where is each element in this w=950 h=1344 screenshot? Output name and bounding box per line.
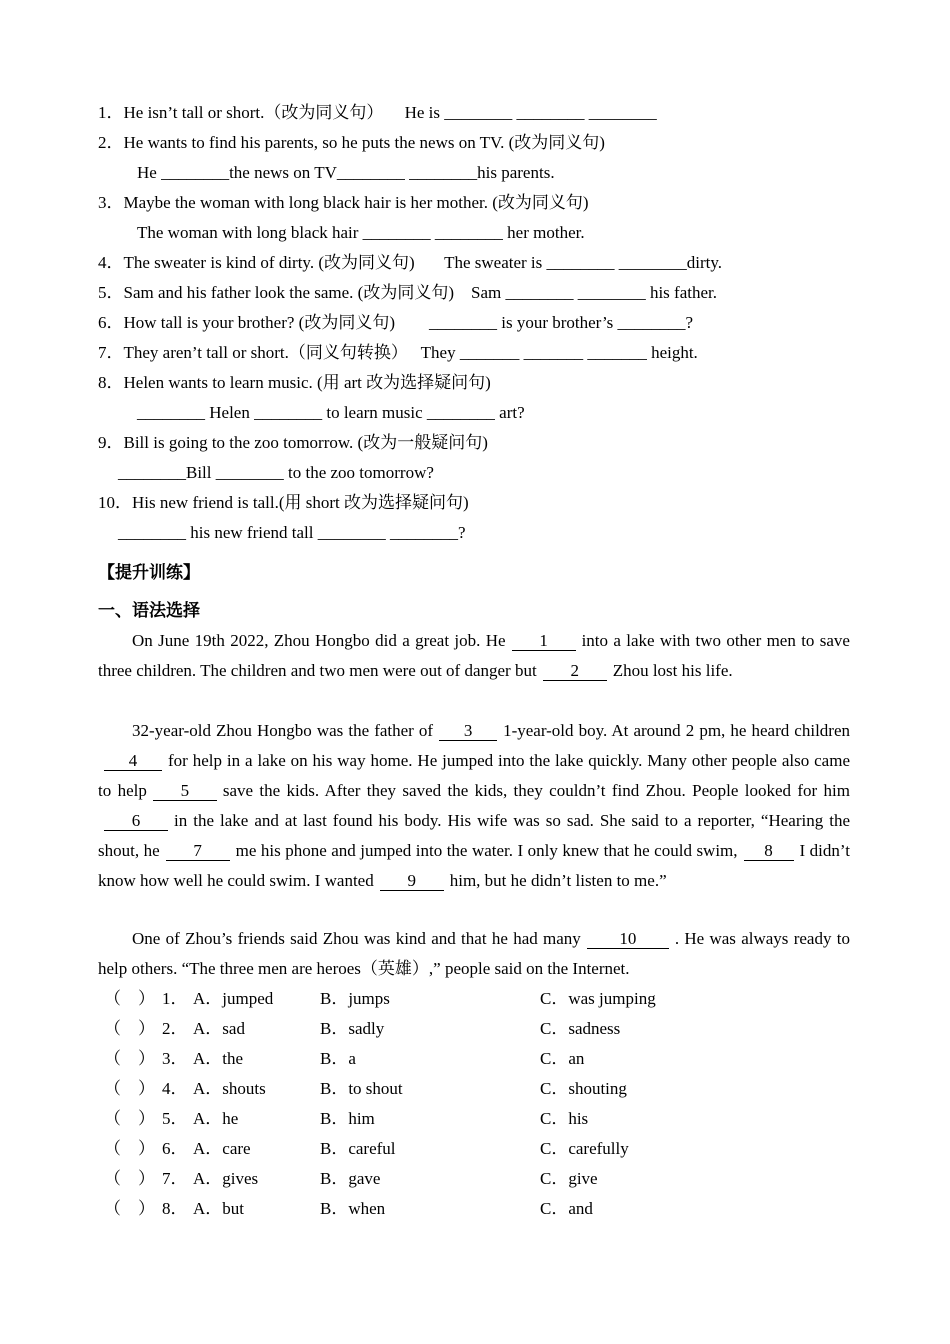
blank-1: 1 xyxy=(512,632,576,651)
exercise-line-8-answer: ________ Helen ________ to learn music ________ art? xyxy=(137,403,525,422)
option-c: C．was jumping xyxy=(540,989,656,1008)
option-b: B．gave xyxy=(320,1169,381,1188)
option-b: B．to shout xyxy=(320,1079,403,1098)
option-c: C．give xyxy=(540,1169,598,1188)
passage-text: him, but he didn’t listen to me.” xyxy=(449,871,667,890)
passage-text: I didn’t know how well he could swim. I wanted xyxy=(98,841,850,890)
passage-text: On June 19th 2022, Zhou Hongbo did a great job. He xyxy=(132,631,506,650)
passage-text: me his phone and jumped into the water. I only knew that he could swim, xyxy=(235,841,738,860)
exercise-line-10-answer: ________ his new friend tall ________ ________? xyxy=(118,523,466,542)
exercise-line-7: 7．They aren’t tall or short.（同义句转换） They _______ _______ _______ height. xyxy=(98,343,698,362)
answer-paren[interactable]: （ ） xyxy=(104,1139,155,1158)
passage-text: into a lake with two other men to save three children. The children and two men were out of danger but xyxy=(98,631,850,680)
answer-paren[interactable]: （ ） xyxy=(104,1169,155,1188)
option-c: C．his xyxy=(540,1109,589,1128)
option-b: B．jumps xyxy=(320,989,390,1008)
option-a: A．gives xyxy=(193,1169,259,1188)
option-c: C．and xyxy=(540,1199,593,1218)
blank-2: 2 xyxy=(543,662,607,681)
question-number: 5． xyxy=(162,1109,188,1128)
option-b: B．careful xyxy=(320,1139,396,1158)
exercise-line-9: 9．Bill is going to the zoo tomorrow. (改为一般疑问句) xyxy=(98,433,488,452)
passage-text: in the lake and at last found his body. His wife was so sad. She said to a reporter, “Hearing the shout, he xyxy=(98,811,850,860)
answer-paren[interactable]: （ ） xyxy=(104,1199,155,1218)
exercise-line-6: 6．How tall is your brother? (改为同义句) ________ is your brother’s ________? xyxy=(98,313,694,332)
question-number: 4． xyxy=(162,1079,188,1098)
option-b: B．when xyxy=(320,1199,386,1218)
blank-7: 7 xyxy=(166,842,230,861)
blank-8: 8 xyxy=(744,842,794,861)
option-c: C．carefully xyxy=(540,1139,629,1158)
passage-text: for help in a lake on his way home. He jumped into the lake quickly. Many other people also came to help xyxy=(98,751,850,800)
option-a: A．sad xyxy=(193,1019,245,1038)
exercise-line-8: 8．Helen wants to learn music. (用 art 改为选择疑问句) xyxy=(98,373,491,392)
passage-text: 1-year-old boy. At around 2 pm, he heard children xyxy=(503,721,851,740)
question-number: 3． xyxy=(162,1049,188,1068)
exercise-line-4: 4．The sweater is kind of dirty. (改为同义句) The sweater is ________ ________dirty. xyxy=(98,253,723,272)
option-c: C．an xyxy=(540,1049,585,1068)
question-number: 8． xyxy=(162,1199,188,1218)
answer-paren[interactable]: （ ） xyxy=(104,1109,155,1128)
blank-4: 4 xyxy=(104,752,162,771)
exercise-line-5: 5．Sam and his father look the same. (改为同义句) Sam ________ ________ his father. xyxy=(98,283,717,302)
blank-3: 3 xyxy=(439,722,497,741)
option-a: A．shouts xyxy=(193,1079,266,1098)
question-number: 2． xyxy=(162,1019,188,1038)
section-title: 【提升训练】 xyxy=(98,563,200,583)
exercise-line-10: 10．His new friend is tall.(用 short 改为选择疑问句) xyxy=(98,493,469,512)
passage-text: One of Zhou’s friends said Zhou was kind and that he had many xyxy=(132,929,581,948)
exercise-line-1: 1．He isn’t tall or short.（改为同义句） He is ________ ________ ________ xyxy=(98,103,657,122)
option-a: A．care xyxy=(193,1139,251,1158)
option-a: A．the xyxy=(193,1049,244,1068)
answer-paren[interactable]: （ ） xyxy=(104,1049,155,1068)
question-number: 7． xyxy=(162,1169,188,1188)
option-a: A．but xyxy=(193,1199,244,1218)
answer-paren[interactable]: （ ） xyxy=(104,1079,155,1098)
blank-6: 6 xyxy=(104,812,168,831)
exercise-line-2-answer: He ________the news on TV________ ________his parents. xyxy=(137,163,555,182)
passage-text: . He was always ready to help others. “The three men are heroes（英雄）,” people said on the Internet. xyxy=(98,929,850,978)
option-c: C．sadness xyxy=(540,1019,621,1038)
passage-paragraph-1 xyxy=(98,626,850,686)
passage-paragraph-3 xyxy=(98,924,850,984)
answer-paren[interactable]: （ ） xyxy=(104,989,155,1008)
blank-10: 10 xyxy=(587,930,669,949)
question-number: 1． xyxy=(162,989,188,1008)
passage-text: save the kids. After they saved the kids, they couldn’t find Zhou. People looked for him xyxy=(222,781,850,800)
answer-paren[interactable]: （ ） xyxy=(104,1019,155,1038)
option-a: A．he xyxy=(193,1109,239,1128)
option-b: B．sadly xyxy=(320,1019,385,1038)
exercise-line-3-answer: The woman with long black hair ________ ________ her mother. xyxy=(137,223,585,242)
option-c: C．shouting xyxy=(540,1079,627,1098)
blank-5: 5 xyxy=(153,782,217,801)
option-b: B．a xyxy=(320,1049,356,1068)
passage-text: 32-year-old Zhou Hongbo was the father of xyxy=(132,721,434,740)
blank-9: 9 xyxy=(380,872,444,891)
exercise-line-9-answer: ________Bill ________ to the zoo tomorrow? xyxy=(118,463,434,482)
question-number: 6． xyxy=(162,1139,188,1158)
passage-paragraph-2 xyxy=(98,716,850,896)
option-a: A．jumped xyxy=(193,989,274,1008)
passage-text: Zhou lost his life. xyxy=(612,661,733,680)
exercise-line-3: 3．Maybe the woman with long black hair is her mother. (改为同义句) xyxy=(98,193,589,212)
option-b: B．him xyxy=(320,1109,375,1128)
exercise-line-2: 2．He wants to find his parents, so he puts the news on TV. (改为同义句) xyxy=(98,133,605,152)
subsection-title: 一、语法选择 xyxy=(98,601,200,621)
